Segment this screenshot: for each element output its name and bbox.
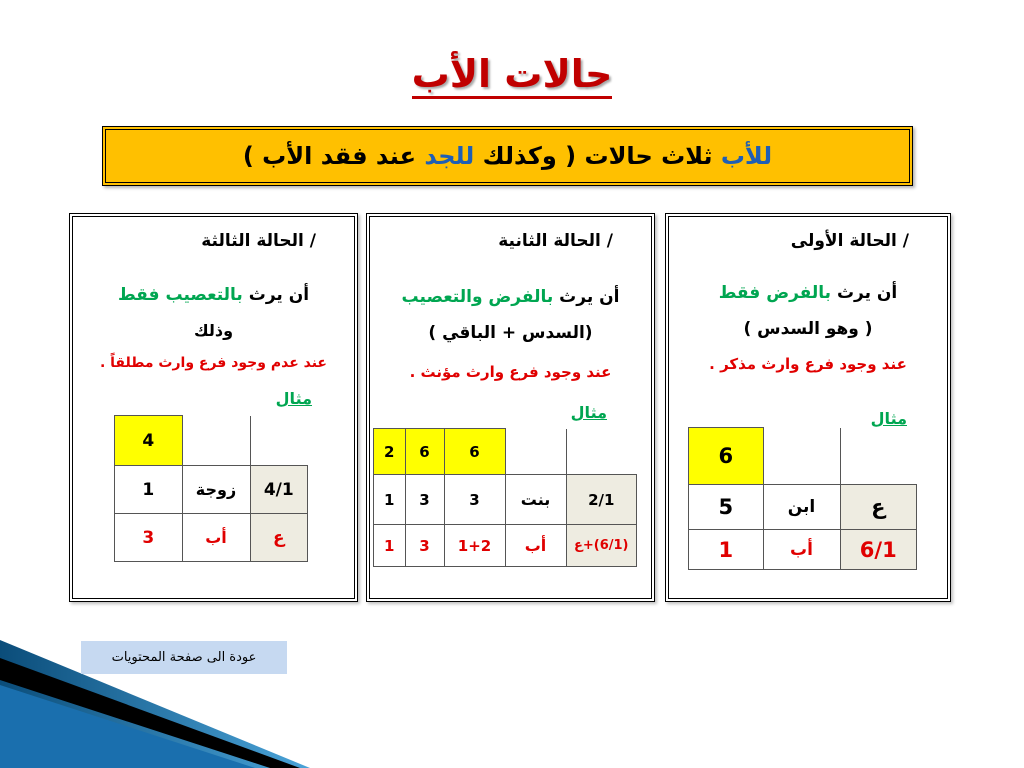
- table-cell: 1: [374, 475, 406, 525]
- table-cell: (6/1)+ع: [566, 525, 637, 567]
- table-cell: 4/1: [250, 466, 308, 514]
- table-cell: 6/1: [840, 530, 917, 570]
- table-cell: ع: [250, 514, 308, 562]
- table-cell: 3: [115, 514, 183, 562]
- table-cell: 1: [689, 530, 764, 570]
- table-cell: 3: [444, 475, 505, 525]
- table-cell: 1: [115, 466, 183, 514]
- table-cell: أب: [763, 530, 840, 570]
- case-third-example-link[interactable]: مثال: [275, 389, 312, 408]
- case-first-panel: [665, 213, 951, 602]
- case-first-title: / الحالة الأولى: [790, 231, 909, 251]
- total-cell: 6: [689, 428, 764, 485]
- case-first-line1: أن يرث بالفرض فقط: [718, 283, 898, 303]
- empty-cell: [763, 428, 840, 485]
- case-second-table: [373, 428, 637, 567]
- empty-cell: [250, 416, 308, 466]
- case-first-table: [688, 427, 917, 570]
- empty-cell: [840, 428, 917, 485]
- table-cell: أب: [505, 525, 566, 567]
- table-cell: ابن: [763, 485, 840, 530]
- table-cell: 6: [405, 429, 444, 475]
- case-second-title: / الحالة الثانية: [498, 231, 613, 251]
- empty-cell: [566, 429, 637, 475]
- case-third-title: / الحالة الثالثة: [201, 231, 316, 251]
- table-cell: 1: [374, 525, 406, 567]
- case-second-panel: [366, 213, 655, 602]
- table-cell: 5: [689, 485, 764, 530]
- banner-grandfather: للجد: [424, 142, 475, 170]
- case-second-line3: عند وجود فرع وارث مؤنث .: [409, 363, 612, 381]
- case-second-line2: (السدس + الباقي ): [428, 323, 593, 343]
- table-cell: أب: [182, 514, 250, 562]
- table-cell: 3: [405, 475, 444, 525]
- back-to-contents-button[interactable]: عودة الى صفحة المحتويات: [81, 641, 287, 674]
- case-third-table: [114, 415, 308, 562]
- table-cell: 3: [405, 525, 444, 567]
- table-cell: بنت: [505, 475, 566, 525]
- total-cell: 4: [115, 416, 183, 466]
- case-third-line2: وذلك: [193, 321, 234, 340]
- table-cell: ع: [840, 485, 917, 530]
- case-third-panel: [69, 213, 358, 602]
- banner-text-2: عند فقد الأب ): [242, 142, 425, 170]
- banner-father: للأب: [720, 142, 773, 170]
- table-cell: 2/1: [566, 475, 637, 525]
- table-cell: 2: [374, 429, 406, 475]
- table-cell: 1+2: [444, 525, 505, 567]
- case-first-line3: عند وجود فرع وارث مذكر .: [709, 355, 907, 373]
- case-third-line3: عند عدم وجود فرع وارث مطلقاً .: [99, 355, 327, 371]
- empty-cell: [182, 416, 250, 466]
- banner-text-1: ثلاث حالات ( وكذلك: [474, 142, 721, 170]
- case-third-line1: أن يرث بالتعصيب فقط: [117, 285, 310, 305]
- case-first-example-link[interactable]: مثال: [870, 409, 907, 428]
- table-cell: 6: [444, 429, 505, 475]
- case-first-line2: ( وهو السدس ): [743, 319, 873, 339]
- empty-cell: [505, 429, 566, 475]
- case-second-line1: أن يرث بالفرض والتعصيب: [401, 287, 620, 307]
- table-cell: زوجة: [182, 466, 250, 514]
- page-title: حالات الأب: [0, 52, 1024, 96]
- intro-banner: [102, 126, 913, 186]
- case-second-example-link[interactable]: مثال: [570, 403, 607, 422]
